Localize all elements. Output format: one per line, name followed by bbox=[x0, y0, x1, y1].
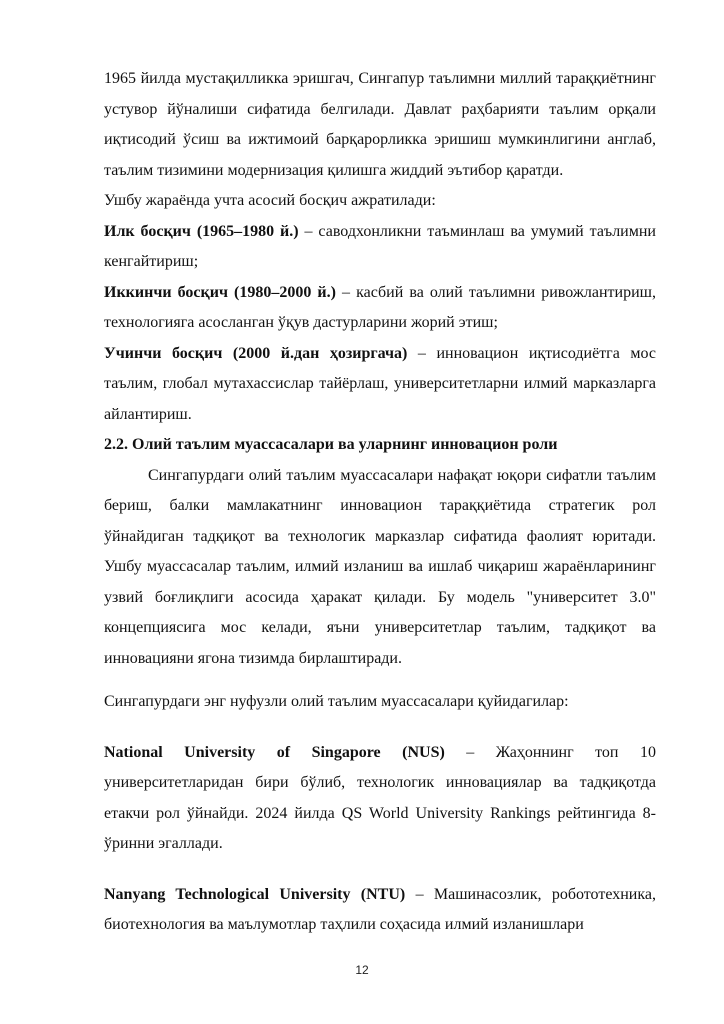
university-text: – Машинасозлик, робототехника, биотехнология ва маълумотлар таҳлили соҳасида илмий изланишлари bbox=[104, 885, 656, 933]
list-intro: Сингапурдаги энг нуфузли олий таълим муассасалари қуйидагилар: bbox=[104, 693, 569, 710]
stage-text: – касбий ва олий таълимни ривожлантириш, технологияга асосланган ўқув дастурларини жорий этиш; bbox=[104, 283, 656, 331]
section-body: Сингапурдаги олий таълим муассасалари нафақат юқори сифатли таълим бериш, балки мамлакатнинг инновацион тараққиётида стратегик рол ўйнайдиган тадқиқот ва технологик марказлар сифатида фаолият юритади. Ушбу муассасалар таълим, илмий изланиш ва ишлаб чиқариш жараёнларининг узвий боғлиқлиги асосида ҳаракат қилади. Бу модель "университет 3.0" концепциясига мос келади, яъни университетлар таълим, тадқиқот ва инновацияни ягона тизимда бирлаштиради. bbox=[104, 466, 656, 667]
section-heading: 2.2. Олий таълим муассасалари ва уларнинг инновацион роли bbox=[104, 436, 558, 453]
university-text: – Жаҳоннинг топ 10 университетларидан бири бўлиб, технологик инновациялар ва тадқиқотда етакчи рол ўйнайди. 2024 йилда QS World University Rankings рейтингида 8-ўринни эгаллади. bbox=[104, 743, 656, 852]
stage-item-2 bbox=[104, 278, 656, 339]
stage-title: Иккинчи босқич (1980–2000 й.) bbox=[104, 283, 336, 301]
stage-text: – саводхонликни таъминлаш ва умумий таълимни кенгайтириш; bbox=[104, 222, 656, 270]
university-name: Nanyang Technological University (NTU) bbox=[104, 885, 406, 903]
university-item-nus bbox=[104, 738, 656, 860]
stage-title: Илк босқич (1965–1980 й.) bbox=[104, 222, 299, 240]
stage-item-1 bbox=[104, 217, 656, 278]
stage-text: – инновацион иқтисодиётга мос таълим, глобал мутахассислар тайёрлаш, университетларни илмий марказларга айлантириш. bbox=[104, 344, 656, 423]
stage-title: Учинчи босқич (2000 й.дан ҳозиргача) bbox=[104, 344, 408, 362]
university-item-ntu bbox=[104, 880, 656, 941]
stages-intro: Ушбу жараёнда учта асосий босқич ажратилади: bbox=[104, 192, 436, 209]
document-page bbox=[104, 64, 656, 941]
page-number: 12 bbox=[355, 963, 369, 977]
stage-item-3 bbox=[104, 339, 656, 431]
intro-paragraph: 1965 йилда мустақилликка эришгач, Сингапур таълимни миллий тараққиётнинг устувор йўналиши сифатида белгилади. Давлат раҳбарияти таълим орқали иқтисодий ўсиш ва ижтимоий барқарорликка эришиш мумкинлигини англаб, таълим тизимини модернизация қилишга жиддий эътибор қаратди. bbox=[104, 70, 656, 179]
university-name: National University of Singapore (NUS) bbox=[104, 743, 445, 761]
